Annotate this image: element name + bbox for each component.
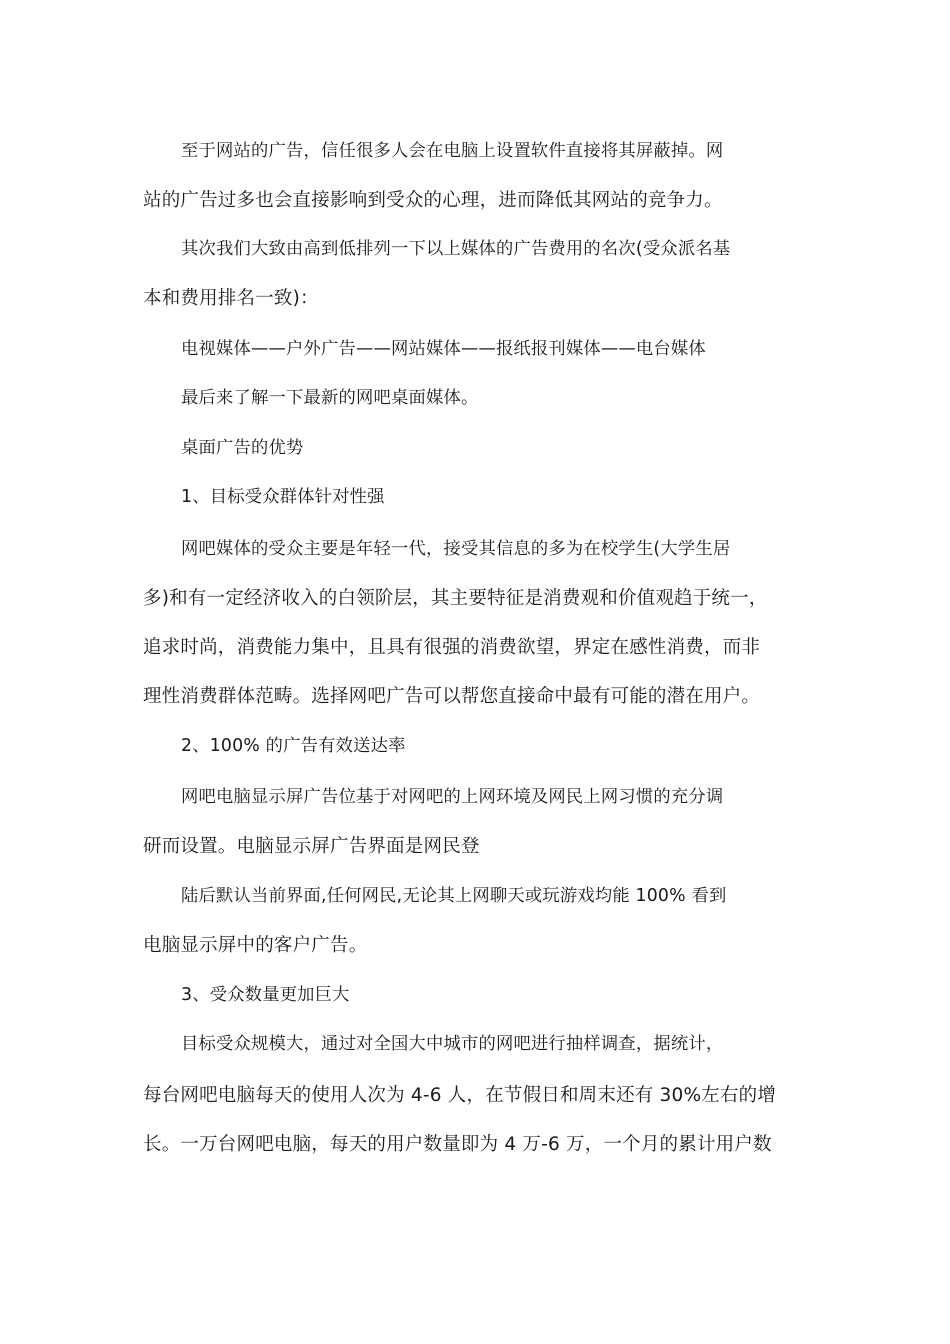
text-line: 长。一万台网吧电脑，每天的用户数量即为 4 万-6 万，一个月的累计用户数	[143, 1134, 772, 1155]
text-line: 多)和有一定经济收入的白领阶层，其主要特征是消费观和价值观趋于统一，	[143, 588, 768, 609]
text-line: 其次我们大致由高到低排列一下以上媒体的广告费用的名次(受众派名基	[181, 239, 731, 259]
section-heading: 桌面广告的优势	[181, 438, 304, 458]
text-line: 电脑显示屏中的客户广告。	[143, 935, 368, 956]
text-line: 每台网吧电脑每天的使用人次为 4-6 人，在节假日和周末还有 30%左右的增	[143, 1085, 777, 1106]
text-line: 电视媒体——户外广告——网站媒体——报纸报刊媒体——电台媒体	[181, 339, 706, 359]
text-line: 本和费用排名一致)：	[143, 288, 319, 309]
text-line: 研而设置。电脑显示屏广告界面是网民登	[143, 836, 480, 857]
text-line: 网吧电脑显示屏广告位基于对网吧的上网环境及网民上网习惯的充分调	[181, 787, 724, 807]
text-line: 站的广告过多也会直接影响到受众的心理，进而降低其网站的竞争力。	[143, 190, 723, 211]
text-line: 追求时尚，消费能力集中，且具有很强的消费欲望，界定在感性消费，而非	[143, 637, 761, 658]
text-line: 网吧媒体的受众主要是年轻一代，接受其信息的多为在校学生(大学生居	[181, 539, 731, 559]
text-line: 至于网站的广告，信任很多人会在电脑上设置软件直接将其屏蔽掉。网	[181, 141, 724, 161]
text-line: 最后来了解一下最新的网吧桌面媒体。	[181, 388, 479, 408]
text-line: 陆后默认当前界面,任何网民,无论其上网聊天或玩游戏均能 100% 看到	[181, 886, 727, 906]
text-line: 目标受众规模大，通过对全国大中城市的网吧进行抽样调查，据统计，	[181, 1034, 724, 1054]
subsection-heading: 2、100% 的广告有效送达率	[181, 736, 406, 756]
subsection-heading: 3、受众数量更加巨大	[181, 985, 350, 1005]
text-line: 理性消费群体范畴。选择网吧广告可以帮您直接命中最有可能的潜在用户。	[143, 686, 761, 707]
subsection-heading: 1、目标受众群体针对性强	[181, 487, 385, 507]
